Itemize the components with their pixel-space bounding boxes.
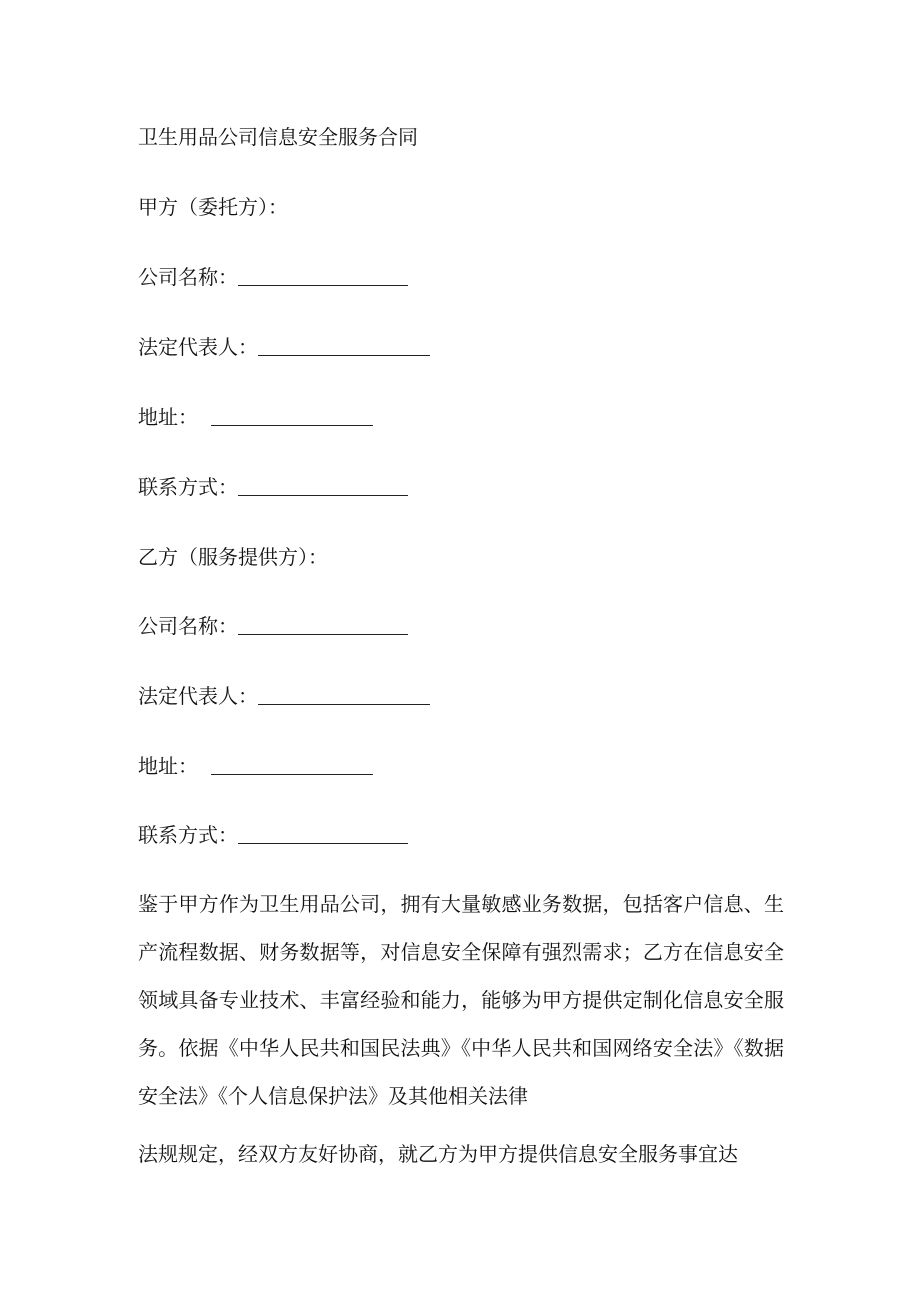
party-a-company-blank[interactable] [238, 265, 408, 286]
party-a-rep-blank[interactable] [258, 335, 430, 356]
party-b-address-label: 地址： [138, 754, 198, 778]
party-b-address-row [138, 752, 373, 780]
party-b-company-label: 公司名称： [138, 614, 238, 638]
party-b-address-blank[interactable] [211, 754, 373, 775]
party-b-rep-blank[interactable] [258, 684, 430, 705]
party-a-company-label: 公司名称： [138, 265, 238, 289]
party-b-company-blank[interactable] [238, 614, 408, 635]
contract-title: 卫生用品公司信息安全服务合同 [138, 125, 418, 149]
party-a-contact-label: 联系方式： [138, 475, 238, 499]
party-a-contact-row [138, 473, 408, 501]
party-a-address-label: 地址： [138, 405, 198, 429]
party-a-heading: 甲方（委托方）： [138, 195, 288, 219]
party-b-contact-blank[interactable] [238, 823, 408, 844]
party-a-rep-row [138, 333, 430, 361]
party-b-rep-row [138, 682, 430, 710]
party-b-rep-label: 法定代表人： [138, 684, 258, 708]
party-b-contact-row [138, 821, 408, 849]
party-a-company-row [138, 263, 408, 291]
party-b-company-row [138, 612, 408, 640]
party-b-heading: 乙方（服务提供方）： [138, 545, 328, 569]
party-a-address-blank[interactable] [211, 405, 373, 426]
preamble-continuation: 法规规定，经双方友好协商，就乙方为甲方提供信息安全服务事宜达 [138, 1142, 738, 1166]
party-a-rep-label: 法定代表人： [138, 335, 258, 359]
party-a-contact-blank[interactable] [238, 475, 408, 496]
party-a-address-row [138, 403, 373, 431]
preamble-paragraph: 鉴于甲方作为卫生用品公司，拥有大量敏感业务数据，包括客户信息、生产流程数据、财务数据等，对信息安全保障有强烈需求；乙方在信息安全领域具备专业技术、丰富经验和能力，能够为甲方提供定制化信息安全服务。依据《中华人民共和国民法典》《中华人民共和国网络安全法》《数据安全法》《个人信息保护法》及其他相关法律 [138, 892, 784, 1108]
party-b-contact-label: 联系方式： [138, 823, 238, 847]
